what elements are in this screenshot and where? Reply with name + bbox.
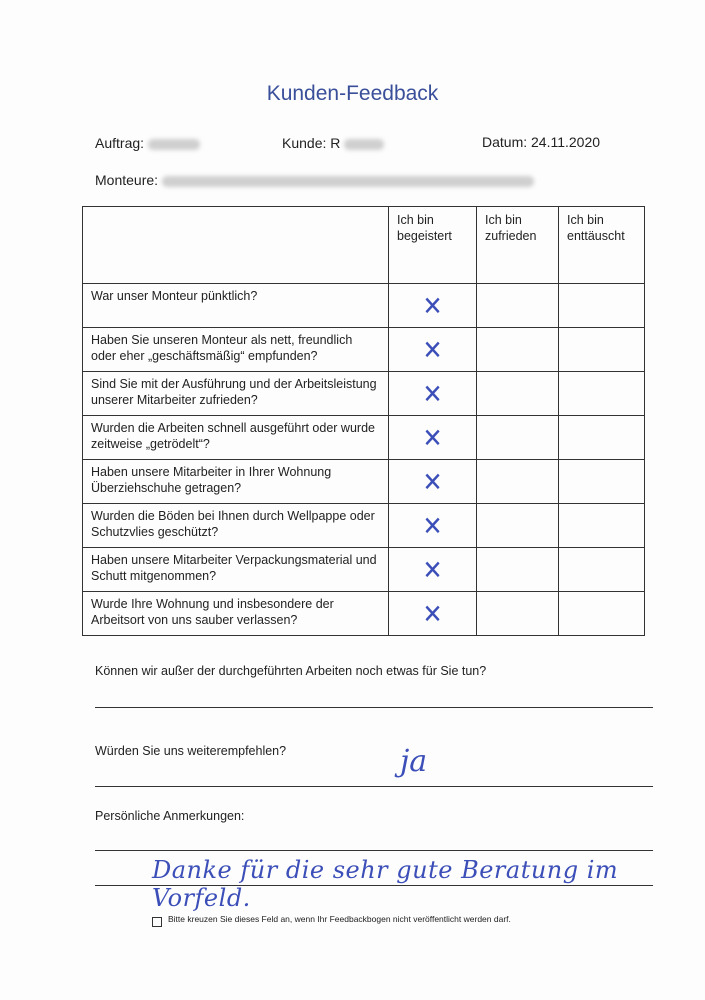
checkbox-delighted-cell[interactable]: ✕ [389,545,477,593]
checkbox-disappointed-cell[interactable] [559,328,645,372]
answer-line-additional-help[interactable] [95,707,653,708]
checkbox-satisfied-cell[interactable] [477,284,559,328]
table-row [83,548,645,592]
table-row [83,328,645,372]
question-cell: Haben unsere Mitarbeiter Verpackungsmaterial und Schutt mitgenommen? [83,548,389,592]
checkbox-delighted-cell[interactable]: ✕ [389,281,477,329]
checkbox-satisfied-cell[interactable] [477,372,559,416]
question-cell: Wurden die Böden bei Ihnen durch Wellpappe oder Schutzvlies geschützt? [83,504,389,548]
answer-line-notes-1[interactable] [95,850,653,851]
checkbox-disappointed-cell[interactable] [559,284,645,328]
publish-optout-checkbox[interactable] [152,917,162,927]
publish-optout-label: Bitte kreuzen Sie dieses Feld an, wenn Ihr Feedbackbogen nicht veröffentlicht werden darf. [168,914,511,924]
question-personal-notes: Persönliche Anmerkungen: [95,809,245,823]
header-delighted: Ich bin begeistert [389,207,477,284]
checkbox-disappointed-cell[interactable] [559,460,645,504]
table-row [83,504,645,548]
checkbox-satisfied-cell[interactable] [477,592,559,636]
order-label: Auftrag: [95,135,145,151]
table-header-row [83,207,645,284]
header-question-column [83,207,389,284]
redacted-fitters-names [162,176,534,187]
question-cell: Haben unsere Mitarbeiter in Ihrer Wohnung Überziehschuhe getragen? [83,460,389,504]
table-row [83,372,645,416]
customer-label: Kunde: R [282,135,341,151]
table-row [83,592,645,636]
handwritten-personal-notes: Danke für die sehr gute Beratung im Vorfeld. [152,856,619,912]
date-field [482,134,600,150]
question-cell: War unser Monteur pünktlich? [83,284,389,328]
question-cell: Wurde Ihre Wohnung und insbesondere der Arbeitsort von uns sauber verlassen? [83,592,389,636]
checkbox-delighted-cell[interactable]: ✕ [389,369,477,417]
checkbox-delighted-cell[interactable]: ✕ [389,325,477,373]
checkbox-delighted-cell[interactable]: ✕ [389,413,477,461]
checkbox-disappointed-cell[interactable] [559,372,645,416]
table-row [83,460,645,504]
header-disappointed: Ich bin enttäuscht [559,207,645,284]
checkbox-disappointed-cell[interactable] [559,592,645,636]
checkbox-disappointed-cell[interactable] [559,504,645,548]
form-title: Kunden-Feedback [266,82,439,105]
checkbox-satisfied-cell[interactable] [477,328,559,372]
answer-line-recommend[interactable] [95,786,653,787]
redacted-order-number [148,139,200,150]
checkbox-satisfied-cell[interactable] [477,416,559,460]
question-cell: Sind Sie mit der Ausführung und der Arbeitsleistung unserer Mitarbeiter zufrieden? [83,372,389,416]
question-cell: Wurden die Arbeiten schnell ausgeführt oder wurde zeitweise „getrödelt“? [83,416,389,460]
date-value: 24.11.2020 [531,134,601,150]
question-cell: Haben Sie unseren Monteur als nett, freundlich oder eher „geschäftsmäßig“ empfunden? [83,328,389,372]
checkbox-satisfied-cell[interactable] [477,548,559,592]
handwritten-recommend-answer: ja [400,744,428,779]
checkbox-satisfied-cell[interactable] [477,504,559,548]
question-recommend: Würden Sie uns weiterempfehlen? [95,744,287,758]
fitters-field [95,172,534,188]
checkbox-delighted-cell[interactable]: ✕ [389,501,477,549]
customer-field [282,135,384,151]
question-additional-help: Können wir außer der durchgeführten Arbeiten noch etwas für Sie tun? [95,664,487,678]
checkbox-disappointed-cell[interactable] [559,416,645,460]
header-satisfied: Ich bin zufrieden [477,207,559,284]
date-label: Datum: [482,134,528,150]
redacted-customer-name [344,139,384,150]
checkbox-delighted-cell[interactable]: ✕ [389,457,477,505]
feedback-table [82,206,645,636]
fitters-label: Monteure: [95,172,159,188]
checkbox-satisfied-cell[interactable] [477,460,559,504]
order-field [95,135,200,151]
checkbox-disappointed-cell[interactable] [559,548,645,592]
table-row [83,416,645,460]
checkbox-delighted-cell[interactable]: ✕ [389,589,477,637]
table-row [83,284,645,328]
answer-line-notes-2[interactable] [95,885,653,886]
